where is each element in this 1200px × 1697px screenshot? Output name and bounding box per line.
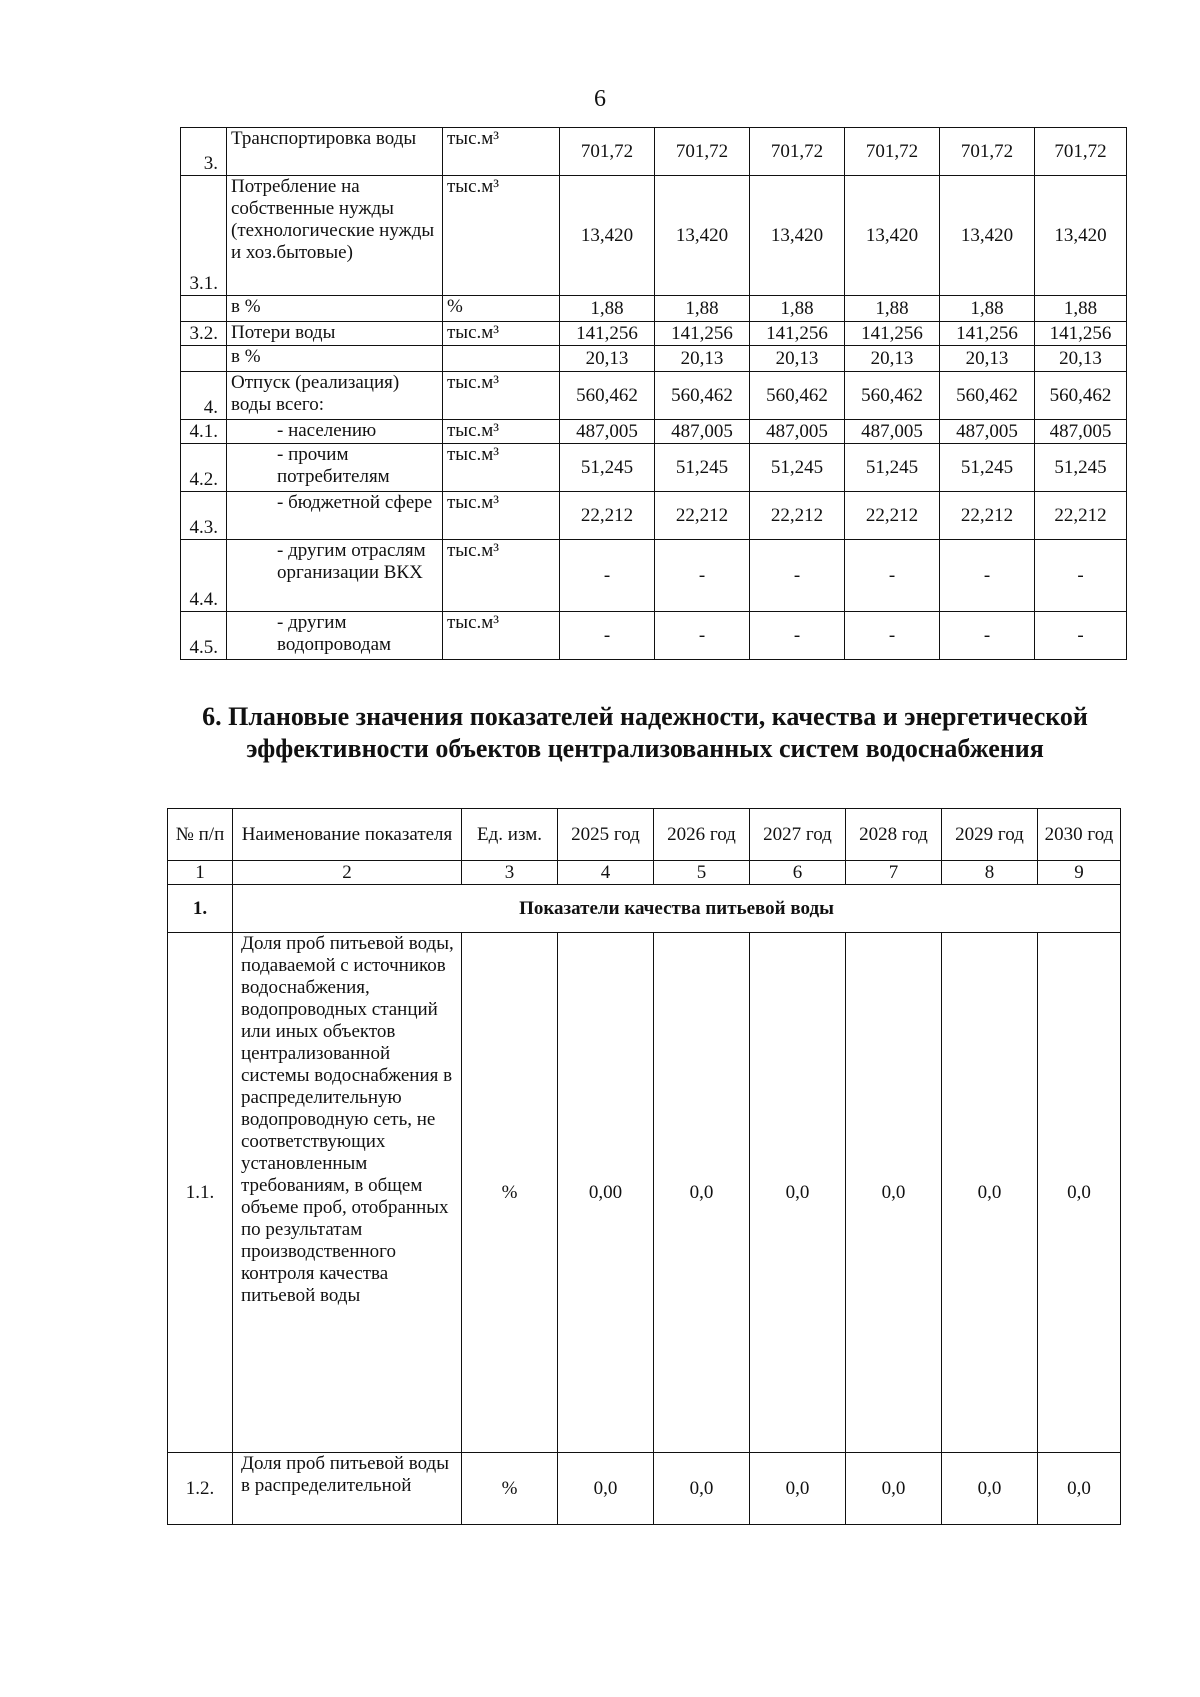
row-name: Потери воды: [227, 322, 443, 346]
row-value: 13,420: [560, 176, 655, 296]
row-index: 4.: [181, 372, 227, 420]
row-value: 13,420: [845, 176, 940, 296]
row-name: в %: [227, 346, 443, 372]
row-value: 701,72: [845, 128, 940, 176]
page-number: 6: [594, 86, 606, 112]
row-value: 0,0: [1038, 933, 1121, 1453]
row-value: 560,462: [1035, 372, 1127, 420]
table-row: [181, 492, 1127, 540]
row-index: 3.: [181, 128, 227, 176]
row-unit: [443, 346, 560, 372]
header-row: [168, 809, 1121, 861]
row-value: 1,88: [1035, 296, 1127, 322]
row-value: 701,72: [560, 128, 655, 176]
header-name: Наименование показателя: [233, 809, 462, 861]
row-value: -: [750, 612, 845, 660]
row-index: 3.1.: [181, 176, 227, 296]
column-number-row: [168, 861, 1121, 885]
row-value: -: [655, 540, 750, 612]
row-value: 22,212: [655, 492, 750, 540]
col-number: 1: [168, 861, 233, 885]
header-year: 2029 год: [942, 809, 1038, 861]
row-unit: тыс.м³: [443, 176, 560, 296]
row-index: 4.1.: [181, 420, 227, 444]
section-num: 1.: [168, 885, 233, 933]
row-value: -: [1035, 612, 1127, 660]
row-index: 4.5.: [181, 612, 227, 660]
row-name: в %: [227, 296, 443, 322]
row-unit: тыс.м³: [443, 540, 560, 612]
row-unit: тыс.м³: [443, 372, 560, 420]
row-value: 487,005: [1035, 420, 1127, 444]
row-value: 1,88: [655, 296, 750, 322]
section-row: [168, 885, 1121, 933]
row-index: 3.2.: [181, 322, 227, 346]
header-year: 2026 год: [654, 809, 750, 861]
row-name: Отпуск (реализация) воды всего:: [227, 372, 443, 420]
table-row: [181, 372, 1127, 420]
row-value: 560,462: [940, 372, 1035, 420]
row-value: 1,88: [845, 296, 940, 322]
row-unit: тыс.м³: [443, 128, 560, 176]
row-value: 22,212: [845, 492, 940, 540]
row-num: 1.2.: [168, 1453, 233, 1525]
row-value: 51,245: [1035, 444, 1127, 492]
row-value: 22,212: [750, 492, 845, 540]
table-row: [181, 444, 1127, 492]
row-name: - бюджетной сфере: [227, 492, 443, 540]
row-value: 560,462: [655, 372, 750, 420]
row-value: 1,88: [560, 296, 655, 322]
row-value: 20,13: [750, 346, 845, 372]
row-name: - другим водопроводам: [227, 612, 443, 660]
row-value: 0,0: [846, 1453, 942, 1525]
row-value: 20,13: [560, 346, 655, 372]
row-value: 0,0: [558, 1453, 654, 1525]
row-unit: тыс.м³: [443, 492, 560, 540]
row-value: 487,005: [940, 420, 1035, 444]
indicators-table: [167, 808, 1121, 1525]
row-value: 141,256: [845, 322, 940, 346]
header-unit: Ед. изм.: [462, 809, 558, 861]
row-index: 4.2.: [181, 444, 227, 492]
row-unit: %: [462, 1453, 558, 1525]
row-value: -: [655, 612, 750, 660]
row-value: 20,13: [1035, 346, 1127, 372]
col-number: 2: [233, 861, 462, 885]
col-number: 6: [750, 861, 846, 885]
row-value: 0,00: [558, 933, 654, 1453]
row-value: 0,0: [654, 1453, 750, 1525]
table-row: [181, 612, 1127, 660]
col-number: 4: [558, 861, 654, 885]
row-value: 141,256: [1035, 322, 1127, 346]
row-name: Доля проб питьевой воды, подаваемой с источников водоснабжения, водопроводных станций или иных объектов централизованной системы водоснабжения в распределительную водопроводную сеть, не соответствующих установленным требованиям, в общем объеме проб, отобранных по результатам производственного контроля качества питьевой воды: [233, 933, 462, 1453]
row-value: 701,72: [750, 128, 845, 176]
row-value: 141,256: [655, 322, 750, 346]
header-year: 2025 год: [558, 809, 654, 861]
row-unit: тыс.м³: [443, 444, 560, 492]
section-title: Показатели качества питьевой воды: [233, 885, 1121, 933]
row-name: - другим отраслям организации ВКХ: [227, 540, 443, 612]
row-value: 701,72: [655, 128, 750, 176]
row-value: -: [1035, 540, 1127, 612]
row-num: 1.1.: [168, 933, 233, 1453]
row-value: 51,245: [940, 444, 1035, 492]
row-value: 22,212: [940, 492, 1035, 540]
row-index: 4.4.: [181, 540, 227, 612]
row-value: 0,0: [750, 1453, 846, 1525]
row-value: 20,13: [940, 346, 1035, 372]
row-value: 20,13: [845, 346, 940, 372]
col-number: 7: [846, 861, 942, 885]
row-value: 487,005: [655, 420, 750, 444]
row-value: 20,13: [655, 346, 750, 372]
row-value: 487,005: [750, 420, 845, 444]
row-value: 13,420: [940, 176, 1035, 296]
header-year: 2028 год: [846, 809, 942, 861]
col-number: 9: [1038, 861, 1121, 885]
header-num: № п/п: [168, 809, 233, 861]
header-year: 2027 год: [750, 809, 846, 861]
row-value: 141,256: [560, 322, 655, 346]
table-row: [181, 296, 1127, 322]
header-year: 2030 год: [1038, 809, 1121, 861]
row-value: 141,256: [750, 322, 845, 346]
row-value: 13,420: [750, 176, 845, 296]
row-name: Транспортировка воды: [227, 128, 443, 176]
row-value: -: [560, 540, 655, 612]
table-row: [181, 540, 1127, 612]
col-number: 3: [462, 861, 558, 885]
row-value: 22,212: [1035, 492, 1127, 540]
row-value: 560,462: [845, 372, 940, 420]
row-index: [181, 346, 227, 372]
table-row: [168, 933, 1121, 1453]
row-name: Потребление на собственные нужды (технологические нужды и хоз.бытовые): [227, 176, 443, 296]
row-value: 0,0: [1038, 1453, 1121, 1525]
row-value: 560,462: [750, 372, 845, 420]
row-value: 0,0: [942, 1453, 1038, 1525]
row-value: -: [845, 540, 940, 612]
table-row: [181, 420, 1127, 444]
row-index: 4.3.: [181, 492, 227, 540]
row-value: -: [940, 612, 1035, 660]
row-value: 0,0: [942, 933, 1038, 1453]
row-value: 51,245: [845, 444, 940, 492]
row-name: - населению: [227, 420, 443, 444]
row-value: -: [940, 540, 1035, 612]
row-value: 22,212: [560, 492, 655, 540]
row-unit: тыс.м³: [443, 612, 560, 660]
table-row: [181, 346, 1127, 372]
row-value: -: [750, 540, 845, 612]
row-value: 1,88: [940, 296, 1035, 322]
row-value: -: [560, 612, 655, 660]
row-value: 13,420: [1035, 176, 1127, 296]
row-value: 560,462: [560, 372, 655, 420]
row-value: 51,245: [560, 444, 655, 492]
col-number: 8: [942, 861, 1038, 885]
row-unit: %: [443, 296, 560, 322]
row-value: 0,0: [750, 933, 846, 1453]
table-row: [181, 176, 1127, 296]
row-value: 51,245: [750, 444, 845, 492]
row-value: 1,88: [750, 296, 845, 322]
water-balance-table: [180, 127, 1127, 660]
row-unit: %: [462, 933, 558, 1453]
row-unit: тыс.м³: [443, 322, 560, 346]
table-row: [181, 128, 1127, 176]
row-value: 487,005: [845, 420, 940, 444]
row-value: 487,005: [560, 420, 655, 444]
row-name: - прочим потребителям: [227, 444, 443, 492]
row-value: 701,72: [940, 128, 1035, 176]
table-row: [181, 322, 1127, 346]
row-value: 13,420: [655, 176, 750, 296]
section-heading: 6. Плановые значения показателей надежности, качества и энергетической эффективности объектов централизованных систем водоснабжения: [202, 702, 1088, 763]
row-value: -: [845, 612, 940, 660]
row-value: 0,0: [846, 933, 942, 1453]
col-number: 5: [654, 861, 750, 885]
row-value: 141,256: [940, 322, 1035, 346]
row-unit: тыс.м³: [443, 420, 560, 444]
row-index: [181, 296, 227, 322]
table-row: [168, 1453, 1121, 1525]
row-value: 51,245: [655, 444, 750, 492]
row-value: 701,72: [1035, 128, 1127, 176]
row-name: Доля проб питьевой воды в распределительной: [233, 1453, 462, 1525]
row-value: 0,0: [654, 933, 750, 1453]
